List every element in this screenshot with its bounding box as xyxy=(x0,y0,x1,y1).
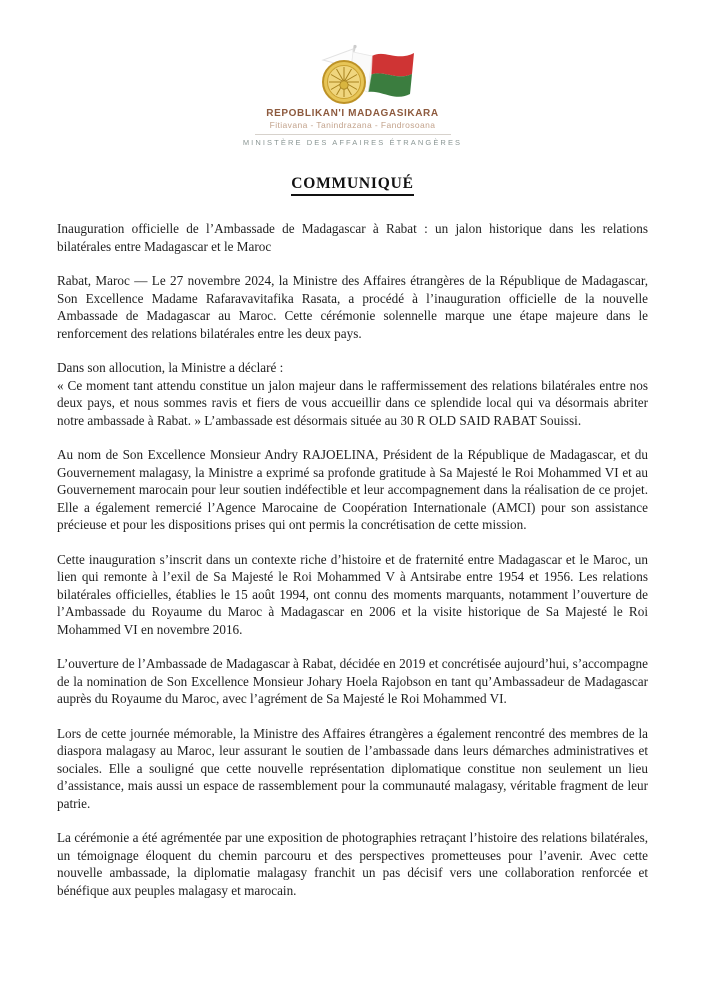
header-divider xyxy=(255,134,451,135)
paragraph: Cette inauguration s’inscrit dans un contexte riche d’histoire et de fraternité entre Madagascar et le Maroc, un lien qui remonte à l’exil de Sa Majesté le Roi Mohammed V à Antsirabe entre 1954 et 1956. Les relations bilatérales officielles, établies le 15 août 1994, ont connu des moments marquants, notamment l’ouverture de l’Ambassade du Royaume du Maroc à Madagascar en 2006 et la visite historique de Sa Majesté le Roi Mohammed VI en novembre 2016. xyxy=(57,551,648,637)
paragraph: Lors de cette journée mémorable, la Ministre des Affaires étrangères a également rencontré des membres de la diaspora malagasy au Maroc, leur assurant le soutien de l’ambassade dans leurs démarches administratives et sociales. Elle a souligné que cette nouvelle représentation diplomatique constitue non seulement un lieu d’assistance, mais aussi un espace de rassemblement pour la communauté malagasy, véritable fragment de leur patrie. xyxy=(57,725,648,811)
paragraph: Inauguration officielle de l’Ambassade de Madagascar à Rabat : un jalon historique dans les relations bilatérales entre Madagascar et le Maroc xyxy=(57,221,648,254)
document-body xyxy=(57,220,648,899)
national-motto: Fitiavana - Tanindrazana - Fandrosoana xyxy=(269,120,436,130)
gold-sun-seal-icon xyxy=(323,61,365,103)
paragraph: « Ce moment tant attendu constitue un jalon majeur dans le raffermissement des relations bilatérales entre nos deux pays, et nous sommes ravis et fiers de vous accueillir dans ce splendide local qui va désormais abriter notre ambassade à Rabat. » L’ambassade est désormais située au 30 R OLD SAID RABAT Souissi. xyxy=(57,377,648,428)
paragraph: La cérémonie a été agrémentée par une exposition de photographies retraçant l’histoire des relations bilatérales, un témoignage éloquent du chemin parcouru et des perspectives prometteuses pour l’avenir. Avec cette nouvelle ambassade, la diplomatie malagasy franchit un pas décisif vers une collaboration renforcée et bénéfique aux peuples malagasy et marocain. xyxy=(57,830,648,898)
document-title-row xyxy=(0,175,705,196)
paragraph: Au nom de Son Excellence Monsieur Andry RAJOELINA, Président de la République de Madagascar, et du Gouvernement malagasy, la Ministre a exprimé sa profonde gratitude à Sa Majesté le Roi Mohammed VI et au Gouvernement marocain pour leur soutien indéfectible et leur accompagnement dans la réalisation de ce projet. Elle a également remercié l’Agence Marocaine de Coopération Internationale (AMCI) pour son assistance précieuse et pour les dispositions prises qui ont permis la concrétisation de cette mission. xyxy=(57,447,648,532)
ministry-name: MINISTÈRE DES AFFAIRES ÉTRANGÈRES xyxy=(242,138,463,147)
paragraph: Dans son allocution, la Ministre a déclaré : xyxy=(57,360,284,375)
ministry-letterhead xyxy=(0,0,705,147)
republic-name: REPOBLIKAN'I MADAGASIKARA xyxy=(266,108,439,119)
paragraph: L’ouverture de l’Ambassade de Madagascar à Rabat, décidée en 2019 et concrétisée aujourd’hui, s’accompagne de la nomination de Son Excellence Monsieur Johary Hoela Rajobson en tant qu’Ambassadeur de Madagascar auprès du Royaume du Maroc, avec l’agrément de Sa Majesté le Roi Mohammed VI. xyxy=(57,656,648,706)
document-title: COMMUNIQUÉ xyxy=(291,175,414,196)
ministry-logo xyxy=(0,44,705,106)
paragraph: Rabat, Maroc — Le 27 novembre 2024, la Ministre des Affaires étrangères de la République de Madagascar, Son Excellence Madame Rafaravavitafika Rasata, a procédé à l’inauguration officielle de la nouvelle Ambassade de Madagascar au Maroc. Cette cérémonie solennelle marque une étape majeure dans le renforcement des relations bilatérales entre les deux pays. xyxy=(57,273,648,341)
